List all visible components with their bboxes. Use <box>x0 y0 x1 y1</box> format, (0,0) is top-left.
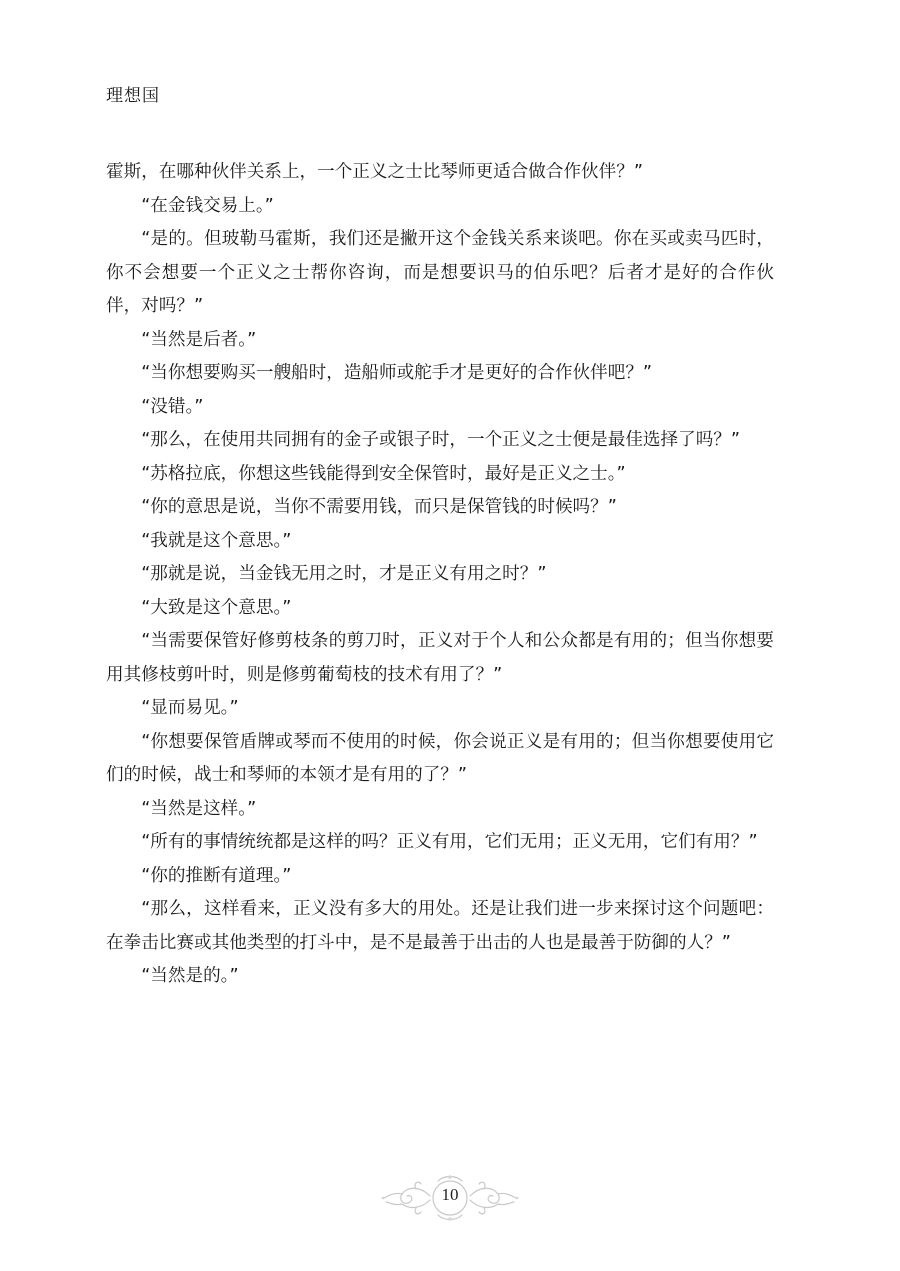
paragraph: “那就是说，当金钱无用之时，才是正义有用之时？” <box>141 564 547 584</box>
page-footer <box>380 1172 520 1222</box>
paragraph: “当然是的。” <box>141 966 239 986</box>
paragraph: “是的。但玻勒马霍斯，我们还是撇开这个金钱关系来谈吧。你在买或卖马匹时，你不会想要一个正义之士帮你咨询，而是想要识马的伯乐吧？后者才是好的合作伙伴，对吗？” <box>106 229 774 316</box>
paragraph: “你想要保管盾牌或琴而不使用的时候，你会说正义是有用的；但当你想要使用它们的时候，战士和琴师的本领才是有用的了？” <box>106 731 774 785</box>
paragraph: “那么，在使用共同拥有的金子或银子时，一个正义之士便是最佳选择了吗？” <box>141 430 741 450</box>
paragraph: “当然是后者。” <box>141 329 257 350</box>
paragraph: “你的推断有道理。” <box>141 865 292 886</box>
paragraph: “大致是这个意思。” <box>141 597 292 618</box>
running-header: 理想国 <box>106 86 160 106</box>
body-text <box>106 156 774 994</box>
paragraph: “我就是这个意思。” <box>141 530 292 551</box>
paragraph: “在金钱交易上。” <box>141 195 274 216</box>
paragraph: “苏格拉底，你想这些钱能得到安全保管时，最好是正义之士。” <box>141 463 626 484</box>
paragraph: 霍斯，在哪种伙伴关系上，一个正义之士比琴师更适合做合作伙伴？” <box>106 162 643 182</box>
paragraph: “当然是这样。” <box>141 798 257 819</box>
paragraph: “当你想要购买一艘船时，造船师或舵手才是更好的合作伙伴吧？” <box>141 363 653 383</box>
paragraph: “所有的事情统统都是这样的吗？正义有用，它们无用；正义无用，它们有用？” <box>141 832 758 852</box>
page-number: 10 <box>441 1185 459 1204</box>
paragraph: “当需要保管好修剪枝条的剪刀时，正义对于个人和公众都是有用的；但当你想要用其修枝剪叶时，则是修剪葡萄枝的技术有用了？” <box>106 631 774 685</box>
paragraph: “显而易见。” <box>141 698 239 718</box>
paragraph: “那么，这样看来，正义没有多大的用处。还是让我们进一步来探讨这个问题吧：在拳击比赛或其他类型的打斗中，是不是最善于出击的人也是最善于防御的人？” <box>106 899 774 953</box>
paragraph: “没错。” <box>141 396 204 417</box>
paragraph: “你的意思是说，当你不需要用钱，而只是保管钱的时候吗？” <box>141 497 617 517</box>
